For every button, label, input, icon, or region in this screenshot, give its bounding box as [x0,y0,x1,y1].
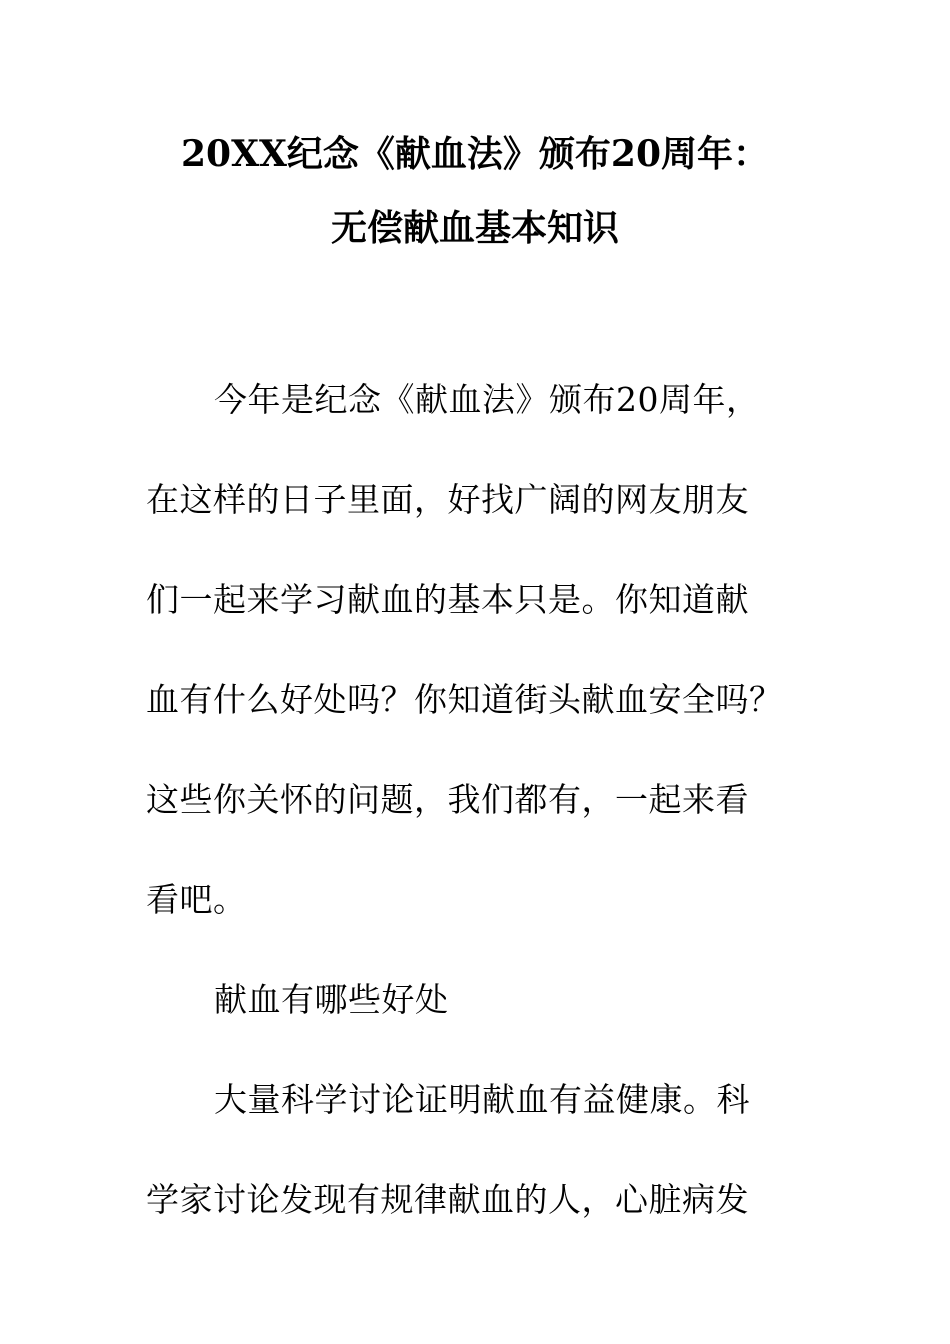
document-title-line-2: 无偿献血基本知识 [330,207,619,249]
paragraph-2-line-1: 大量科学讨论证明献血有益健康。科 [214,1080,750,1119]
paragraph-2-line-2: 学家讨论发现有规律献血的人，心脏病发 [146,1180,749,1219]
paragraph-1-line-2: 在这样的日子里面，好找广阔的网友朋友 [146,480,749,519]
paragraph-1-line-1: 今年是纪念《献血法》颁布20周年， [214,380,760,419]
paragraph-1-line-3: 们一起来学习献血的基本只是。你知道献 [146,580,749,619]
section-heading: 献血有哪些好处 [214,980,449,1019]
paragraph-1-line-4: 血有什么好处吗？你知道街头献血安全吗？ [146,680,783,719]
document-title-line-1: 20XX纪念《献血法》颁布20周年： [180,133,770,175]
paragraph-1-line-6: 看吧。 [146,880,247,919]
paragraph-1-line-5: 这些你关怀的问题，我们都有，一起来看 [146,780,749,819]
